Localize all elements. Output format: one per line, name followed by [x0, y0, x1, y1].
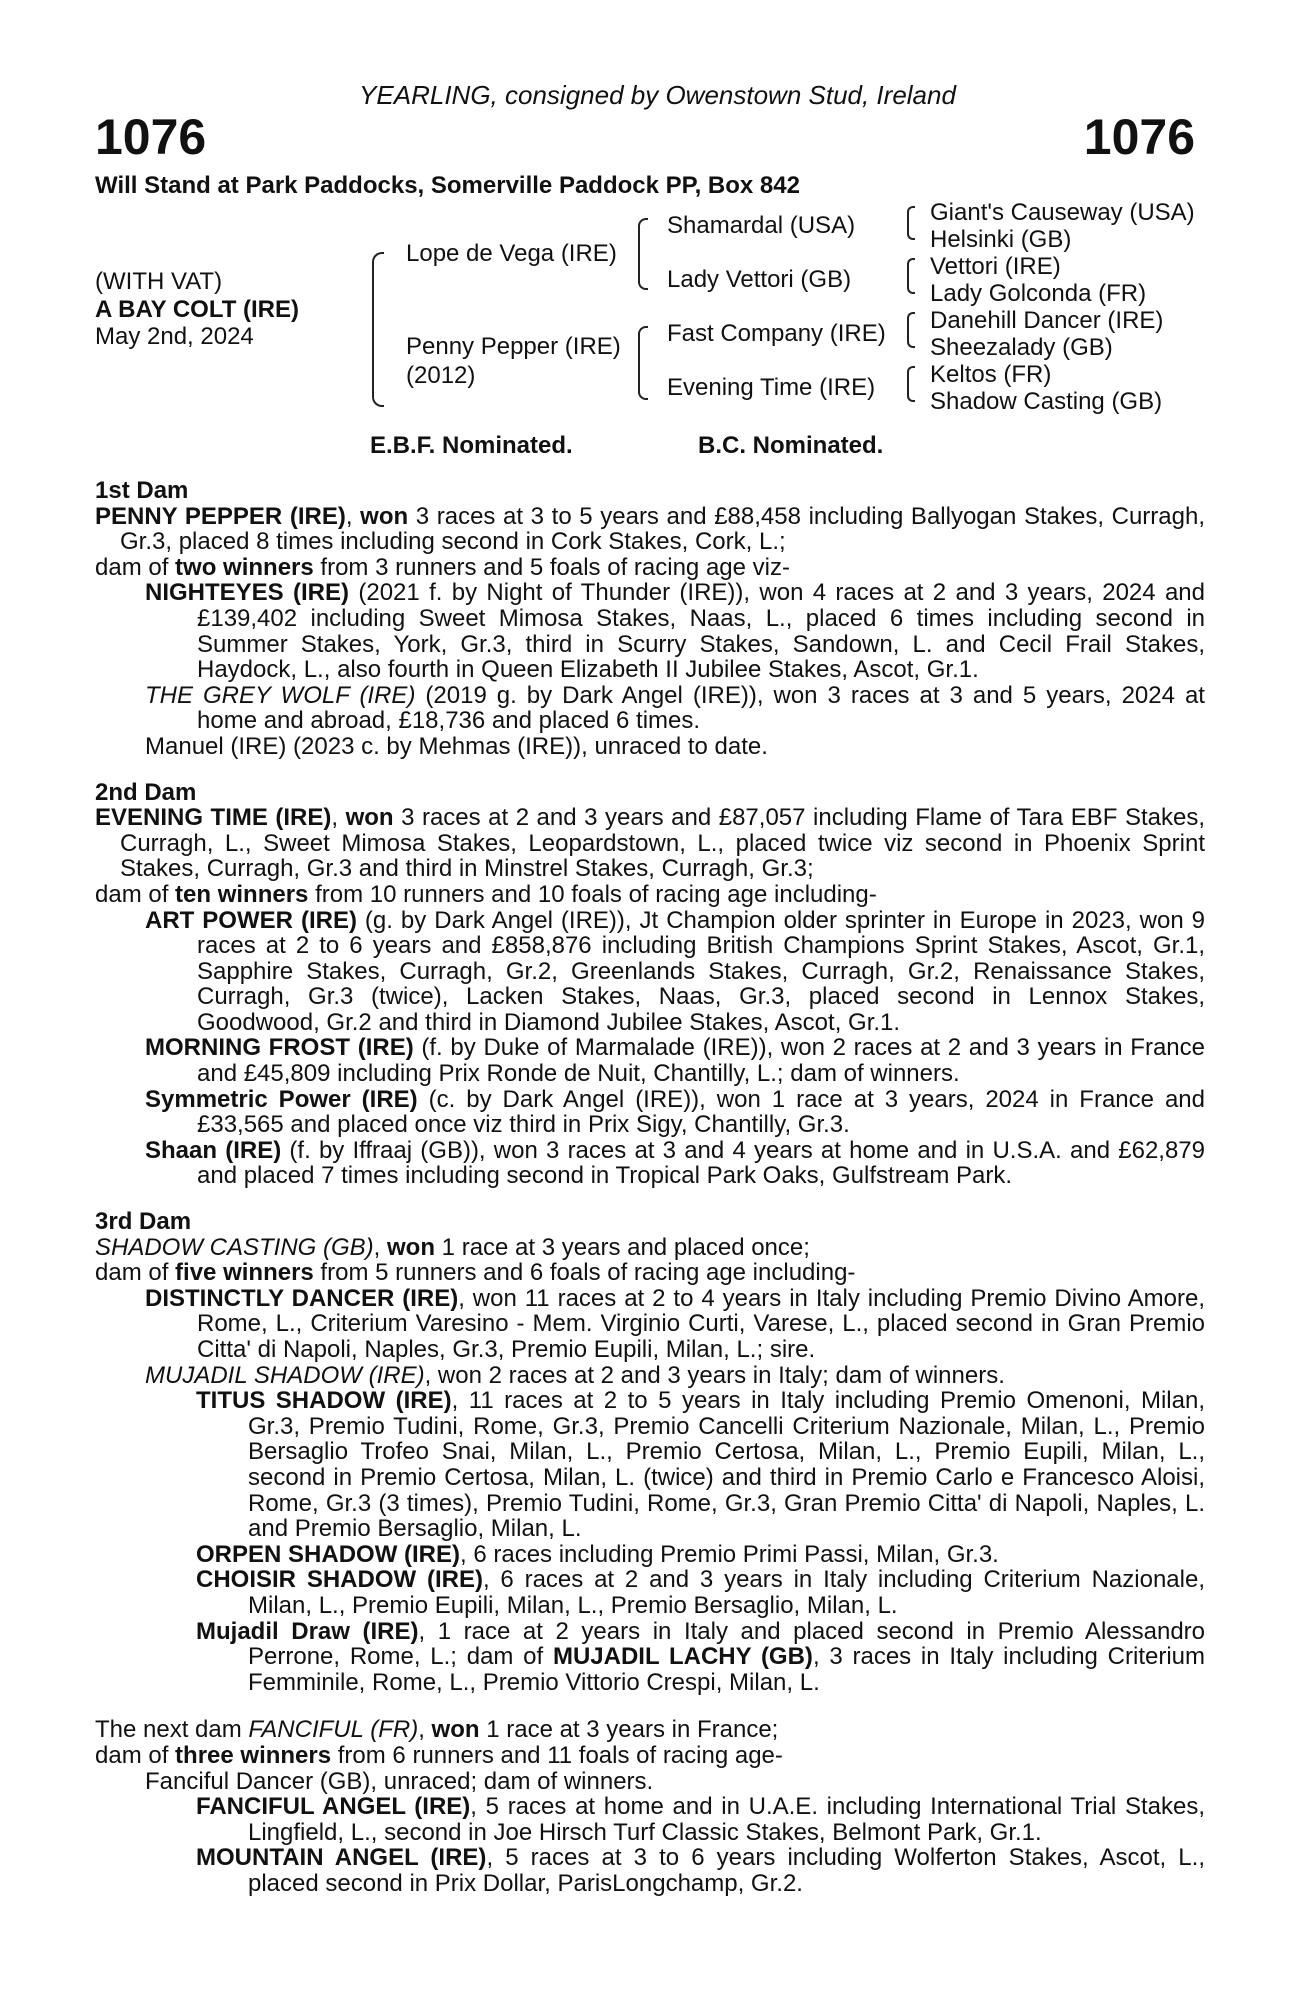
- next-dam-name: FANCIFUL (FR): [248, 1716, 419, 1744]
- produce-name: DISTINCTLY DANCER (IRE): [145, 1284, 459, 1312]
- produce-entry: [95, 734, 1205, 760]
- produce-text: (f. by Duke of Marmalade (IRE)), won 2 races at 2 and 3 years in France and £45,809 including Prix Ronde de Nuit, Chantilly, L.; dam of winners.: [197, 1034, 1206, 1088]
- runners-count: from 3 runners and 5 foals of racing age viz-: [313, 553, 790, 581]
- produce-entry: [95, 1138, 1205, 1189]
- produce-text: , 5 races at 3 to 6 years including Wolferton Stakes, Ascot, L., placed second in Prix Dollar, ParisLongchamp, Gr.2.: [248, 1844, 1205, 1897]
- produce-text: , 6 races including Premio Primi Passi, Milan, Gr.3.: [460, 1540, 999, 1568]
- produce-entry: [95, 1035, 1205, 1086]
- winners-count: two winners: [175, 553, 314, 581]
- next-dam-record: [95, 1717, 1205, 1743]
- produce-name: FANCIFUL ANGEL (IRE): [196, 1793, 471, 1821]
- produce-name: MOUNTAIN ANGEL (IRE): [196, 1844, 487, 1872]
- dsd: Sheezalady (GB): [930, 334, 1113, 361]
- grand-produce-entry: [95, 1567, 1205, 1618]
- produce-name: MUJADIL LACHY (GB): [552, 1643, 813, 1671]
- dam-dam: Evening Time (IRE): [667, 374, 876, 401]
- ssd: Helsinki (GB): [930, 226, 1072, 253]
- produce-entry: [95, 1769, 1205, 1795]
- produce-text: (g. by Dark Angel (IRE)), Jt Champion older sprinter in Europe in 2023, won 9 races at 2 to 6 years and £858,876 including British Champions Sprint Stakes, Ascot, Gr.1, Sapphire Stakes, Curragh, Gr.2, Greenlands Stakes, Curragh, Gr.2, Renaissance Stakes, Curragh, Gr.3 (twice), Lacken Stakes, Naas, Gr.3, placed second in Lennox Stakes, Goodwood, Gr.2 and third in Diamond Jubilee Stakes, Ascot, Gr.1.: [197, 906, 1205, 1036]
- sdd: Lady Golconda (FR): [930, 280, 1147, 307]
- runners-count: from 10 runners and 10 foals of racing age including-: [308, 880, 877, 908]
- grand-produce-entry: [95, 1845, 1205, 1896]
- lot-number-left: 1076: [95, 109, 207, 165]
- grand-produce-entry: [95, 1542, 1205, 1568]
- catalogue-body: [95, 478, 1205, 1896]
- consignment-line: YEARLING, consigned by Owenstown Stud, Ireland: [359, 80, 956, 110]
- produce-text: , 1 race at 2 years in Italy and placed second in Premio Alessandro Perrone, Rome, L.; dam of: [248, 1617, 1206, 1671]
- second-dam-record: EVENING TIME (IRE), won 3 races at 2 and 3 years and £87,057 including Flame of Tara EBF Stakes, Curragh, L., Sweet Mimosa Stakes, Leopardstown, L., placed twice viz second in Phoenix Sprint Stakes, Curragh, Gr.3 and third in Minstrel Stakes, Curragh, Gr.3;: [95, 804, 1205, 883]
- produce-entry: [95, 1087, 1205, 1138]
- lot-title: A BAY COLT (IRE): [95, 296, 300, 323]
- produce-text: (2019 g. by Dark Angel (IRE)), won 3 races at 3 and 5 years, 2024 at home and abroad, £18,736 and placed 6 times.: [197, 681, 1205, 735]
- produce-name: CHOISIR SHADOW (IRE): [196, 1566, 483, 1594]
- grand-produce-entry: [95, 1388, 1205, 1542]
- brace-dd: [907, 366, 915, 402]
- second-dam-name: EVENING TIME (IRE): [95, 804, 332, 832]
- won-label: won: [387, 1233, 436, 1261]
- ddd: Shadow Casting (GB): [930, 388, 1163, 415]
- winners-count: three winners: [175, 1741, 332, 1769]
- first-dam-record: PENNY PEPPER (IRE), won 3 races at 3 to 5 years and £88,458 including Ballyogan Stakes, Curragh, Gr.3, placed 8 times including second in Cork Stakes, Cork, L.;: [95, 502, 1205, 556]
- third-dam-record: SHADOW CASTING (GB), won 1 race at 3 years and placed once;: [95, 1233, 810, 1261]
- produce-text: , 11 races at 2 to 5 years in Italy including Premio Omenoni, Milan, Gr.3, Premio Tudini, Rome, Gr.3, Premio Cancelli Criterium Nazionale, Milan, L., Premio Bersaglio Trofeo Snai, Milan, L., Premio Certosa, Milan, L., Premio Eupili, Milan, L., second in Premio Certosa, Milan, L. (twice) and third in Premio Carlo e Francesco Aloisi, Rome, Gr.3 (3 times), Premio Tudini, Rome, Gr.3, Gran Premio Citta' di Napoli, Naples, L. and Premio Bersaglio, Milan, L.: [248, 1387, 1206, 1543]
- produce-text: (f. by Iffraaj (GB)), won 3 races at 3 and 4 years at home and in U.S.A. and £62,879 and placed 7 times including second in Tropical Park Oaks, Gulfstream Park.: [197, 1136, 1206, 1190]
- sire-dam: Lady Vettori (GB): [667, 266, 852, 293]
- produce-name: THE GREY WOLF (IRE): [145, 681, 416, 709]
- sire-name: Lope de Vega (IRE): [406, 240, 617, 267]
- brace-ds: [907, 312, 915, 348]
- dam-of-label: dam of: [95, 553, 176, 581]
- brace-main: [372, 252, 384, 407]
- sire-sire: Shamardal (USA): [667, 212, 856, 239]
- brace-sire: [638, 218, 648, 290]
- dam-of-label: dam of: [95, 1259, 176, 1287]
- vat-note: (WITH VAT): [95, 268, 223, 295]
- bc-nomination: B.C. Nominated.: [698, 432, 884, 459]
- dam-name: Penny Pepper (IRE): [406, 333, 621, 360]
- grand-produce-entry: [95, 1619, 1205, 1696]
- next-dam-record-text: 1 race at 3 years in France;: [479, 1716, 779, 1744]
- first-dam-heading: 1st Dam: [95, 477, 189, 504]
- produce-entry: [95, 1363, 1205, 1389]
- brace-ss: [907, 206, 915, 240]
- second-dam-record-text: 3 races at 2 and 3 years and £87,057 including Flame of Tara EBF Stakes, Curragh, L., Sweet Mimosa Stakes, Leopardstown, L., placed twice viz second in Phoenix Sprint Stakes, Curragh, Gr.3 and third in Minstrel Stakes, Curragh, Gr.3;: [120, 804, 1205, 883]
- first-dam-name: PENNY PEPPER (IRE): [95, 502, 346, 530]
- produce-name: Symmetric Power (IRE): [145, 1085, 418, 1113]
- next-dam-intro: The next dam: [95, 1716, 249, 1744]
- third-dam-heading: 3rd Dam: [95, 1208, 192, 1236]
- dss: Danehill Dancer (IRE): [930, 307, 1164, 334]
- produce-name: MUJADIL SHADOW (IRE): [145, 1361, 425, 1389]
- grand-produce-entry: [95, 1794, 1205, 1845]
- produce-entry: [95, 580, 1205, 682]
- lot-number-right: 1076: [1083, 109, 1195, 165]
- produce-name: TITUS SHADOW (IRE): [196, 1387, 452, 1415]
- produce-text: , 3 races in Italy including Criterium Femminile, Rome, L., Premio Vittorio Crespi, Milan, L.: [248, 1643, 1205, 1696]
- brace-dam: [638, 326, 648, 400]
- produce-name: NIGHTEYES (IRE): [145, 579, 350, 607]
- produce-name: Mujadil Draw (IRE): [196, 1617, 419, 1645]
- winners-count: five winners: [175, 1259, 314, 1287]
- runners-count: from 6 runners and 11 foals of racing age-: [331, 1741, 783, 1769]
- second-dam-heading: 2nd Dam: [95, 778, 197, 806]
- next-dam-produce-summary: [95, 1743, 1205, 1769]
- winners-count: ten winners: [175, 880, 309, 908]
- stand-location: Will Stand at Park Paddocks, Somerville Paddock PP, Box 842: [95, 172, 800, 199]
- second-dam-produce-summary: [95, 882, 1205, 908]
- spacer: [95, 1695, 1205, 1717]
- produce-name: ORPEN SHADOW (IRE): [196, 1540, 460, 1568]
- sss: Giant's Causeway (USA): [930, 199, 1195, 226]
- won-label: won: [345, 804, 394, 832]
- brace-sd: [907, 258, 915, 294]
- third-dam-name: SHADOW CASTING (GB): [95, 1233, 374, 1261]
- sds: Vettori (IRE): [930, 253, 1061, 280]
- produce-text: , 6 races at 2 and 3 years in Italy including Criterium Nazionale, Milan, L., Premio Eupili, Milan, L., Premio Bersaglio, Milan, L.: [248, 1566, 1205, 1619]
- third-dam-produce-summary: [95, 1260, 1205, 1286]
- produce-text: Manuel (IRE) (2023 c. by Mehmas (IRE)), unraced to date.: [145, 732, 768, 760]
- dds: Keltos (FR): [930, 361, 1052, 388]
- separator: ,: [418, 1716, 432, 1744]
- ebf-nomination: E.B.F. Nominated.: [370, 432, 573, 459]
- dam-of-label: dam of: [95, 880, 176, 908]
- produce-text: , 5 races at home and in U.A.E. including International Trial Stakes, Lingfield, L., second in Joe Hirsch Turf Classic Stakes, Belmont Park, Gr.1.: [248, 1793, 1205, 1846]
- produce-entry: [95, 683, 1205, 734]
- first-dam-produce-summary: [95, 555, 1205, 581]
- produce-name: ART POWER (IRE): [145, 906, 357, 934]
- produce-name: Shaan (IRE): [145, 1136, 282, 1164]
- produce-text: , won 2 races at 2 and 3 years in Italy; dam of winners.: [424, 1361, 1005, 1389]
- foaling-date: May 2nd, 2024: [95, 323, 254, 350]
- dam-of-label: dam of: [95, 1741, 176, 1769]
- produce-text: (c. by Dark Angel (IRE)), won 1 race at 3 years, 2024 in France and £33,565 and placed once viz third in Prix Sigy, Chantilly, Gr.3.: [197, 1085, 1206, 1139]
- first-dam-record-text: 3 races at 3 to 5 years and £88,458 including Ballyogan Stakes, Curragh, Gr.3, placed 8 times including second in Cork Stakes, Cork, L.;: [120, 502, 1205, 556]
- produce-entry: [95, 908, 1205, 1036]
- dam-year: (2012): [406, 362, 476, 389]
- runners-count: from 5 runners and 6 foals of racing age including-: [313, 1259, 856, 1287]
- produce-entry: [95, 1286, 1205, 1363]
- won-label: won: [360, 502, 409, 530]
- produce-text: (2021 f. by Night of Thunder (IRE)), won 4 races at 2 and 3 years, 2024 and £139,402 including Sweet Mimosa Stakes, Naas, L., placed 6 times including second in Summer Stakes, York, Gr.3, third in Scurry Stakes, Sandown, L. and Cecil Frail Stakes, Haydock, L., also fourth in Queen Elizabeth II Jubilee Stakes, Ascot, Gr.1.: [197, 579, 1205, 684]
- produce-text: Fanciful Dancer (GB), unraced; dam of winners.: [145, 1767, 654, 1795]
- third-dam-record-text: 1 race at 3 years and placed once;: [435, 1233, 810, 1261]
- dam-sire: Fast Company (IRE): [667, 320, 886, 347]
- won-label: won: [431, 1716, 480, 1744]
- produce-name: MORNING FROST (IRE): [145, 1034, 414, 1062]
- produce-text: , won 11 races at 2 to 4 years in Italy including Premio Divino Amore, Rome, L., Criterium Varesino - Mem. Virginio Curti, Varese, L., placed second in Gran Premio Citta' di Napoli, Naples, Gr.3, Premio Eupili, Milan, L.; sire.: [197, 1284, 1206, 1363]
